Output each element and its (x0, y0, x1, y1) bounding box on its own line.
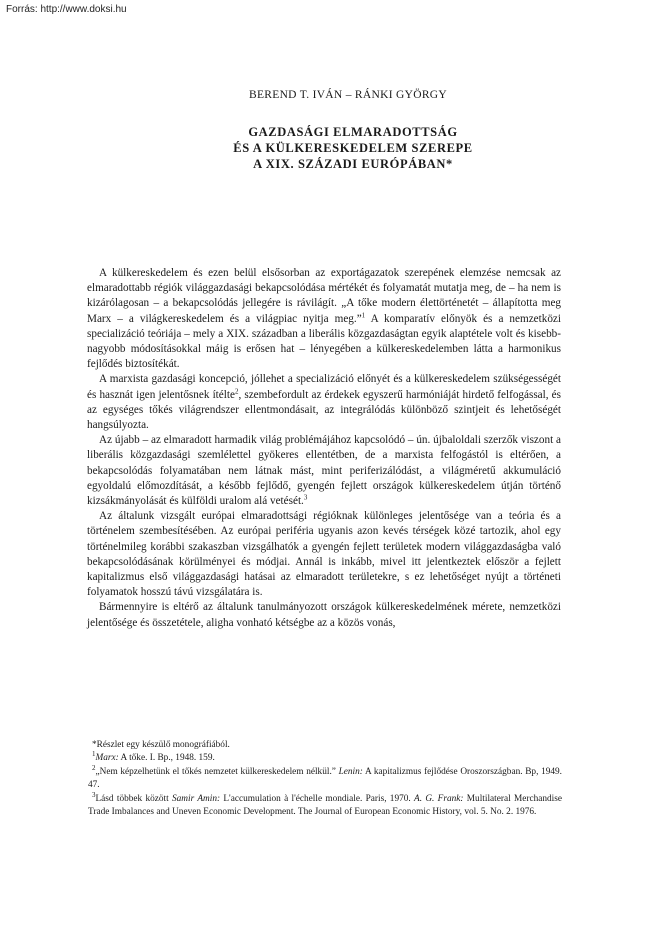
footnote-author: Marx: (95, 753, 119, 764)
source-label: Forrás: http://www.doksi.hu (6, 4, 127, 15)
footnote-star (88, 739, 562, 752)
footnote-author: Samir Amin: (172, 793, 221, 804)
paragraph-4 (87, 509, 561, 600)
footnote-ref: 3 (303, 493, 308, 502)
footnote-mark: 3 (92, 790, 96, 799)
paragraph-text: A komparatív előnyök és a nemzetközi specializáció teóriája – mely a XIX. században a liberális közgazdaságtan egyik alaptétele volt és kisebb-nagyobb módosításokkal máig is erősen hat – lényegében a külkereskedelemben látta a harmonikus fejlődés biztosítékát. (87, 312, 561, 371)
footnotes (88, 739, 562, 819)
footnote-text: A tőke. I. Bp., 1948. 159. (118, 753, 215, 764)
paragraph-text: , szembefordult az érdekek egyszerű harmóniáját hirdető felfogással, és az egységes tőkés világrendszer ellentmondásait, az integrálódás különböző szintjeit és lehetőségét hangsúlyozta. (87, 388, 561, 432)
footnote-author: A. G. Frank: (414, 793, 464, 804)
body-text (87, 266, 561, 631)
paragraph-2 (87, 372, 561, 433)
paragraph-text: Bármennyire is eltérő az általunk tanulmányozott országok külkereskedelmének mérete, nemzetközi jelentősége és összetétele, aligha vonható kétségbe az a közös vonás, (87, 601, 561, 629)
footnote-text: A kapitalizmus fejlődése Oroszországban. Bp, 1949. 47. (88, 766, 562, 791)
footnote-2 (88, 763, 562, 793)
title-line-1: GAZDASÁGI ELMARADOTTSÁG (248, 125, 458, 139)
footnote-author: Lenin: (338, 766, 363, 777)
footnote-text: Multilateral Merchandise Trade Imbalances and Uneven Economic Development. The Journal of European Economic History, vol. 5. No. 2. 1976. (88, 793, 562, 818)
footnote-ref: 2 (234, 386, 239, 395)
title-line-2: ÉS A KÜLKERESKEDELEM SZEREPE (233, 141, 473, 155)
paragraph-text: Az általunk vizsgált európai elmaradottsági régióknak különleges jelentősége van a teória és a történelem szembesítésében. Az európai periféria ugyanis azon kevés térségek közé tartozik, ahol egy történelmileg korábbi szakaszban vizsgálhatók a gyengén fejlett területek modern világgazdaságba való bekapcsolódásának körülményei és módjai. Annál is inkább, mivel itt jelentkeztek először a fejlett kapitalizmus első világgazdasági hatásai az elmaradott területekre, s ez lehetőséget nyújt a történeti folyamatok hosszú távú vizsgálatára is. (87, 510, 561, 599)
paragraph-text: Az újabb – az elmaradott harmadik világ problémájához kapcsolódó – ún. újbaloldali szerzők viszont a liberális közgazdasági szemlélettel gyökeres ellentétben, de a marxista felfogástól is eltérően, a bekapcsolódás folyamatában nem látnak mást, mint periferizálódást, a világméretű akkumuláció egyoldalú előmozdítását, a később fejlődő, gyengén fejlett országok külkereskedelem útján történő kizsákmányolását és külföldi uralom alá vetését. (87, 434, 561, 508)
paragraph-5 (87, 600, 561, 630)
paragraph-1 (87, 266, 561, 372)
footnote-text: L'accumulation à l'échelle mondiale. Paris, 1970. (220, 793, 415, 804)
paragraph-text: A külkereskedelem és ezen belül elsősorban az exportágazatok szerepének elemzése nemcsak az elmaradottabb régiók világgazdasági bekapcsolódása mértékét és folyamatát mutatja meg, de – ha nem is kizárólagosan – a bekapcsolódás jellegére is rávilágít. „A tőke modern élettörténetét – állapította meg Marx – a világkereskedelem és a világpiac nyitja meg.” (87, 267, 561, 325)
footnote-text: Lásd többek között (95, 793, 172, 804)
paragraph-text: A marxista gazdasági koncepció, jóllehet a specializáció előnyét és a külkereskedelem szükségességét és hasznát igen jelentősnek ítélte (87, 373, 561, 401)
footnote-text: „Nem képzelhetünk el tőkés nemzetet külkereskedelem nélkül.” (95, 766, 339, 777)
article-title (0, 124, 666, 172)
footnote-1 (88, 752, 562, 765)
title-line-3: A XIX. SZÁZADI EURÓPÁBAN* (253, 157, 453, 171)
authors-line: BEREND T. IVÁN – RÁNKI GYÖRGY (248, 89, 448, 101)
footnote-mark: 1 (92, 750, 96, 759)
footnote-mark: 2 (92, 763, 96, 772)
footnote-3 (88, 790, 562, 820)
footnote-ref: 1 (361, 310, 366, 319)
footnote-text: *Részlet egy készülő monográfiából. (92, 740, 230, 750)
paragraph-3 (87, 433, 561, 509)
